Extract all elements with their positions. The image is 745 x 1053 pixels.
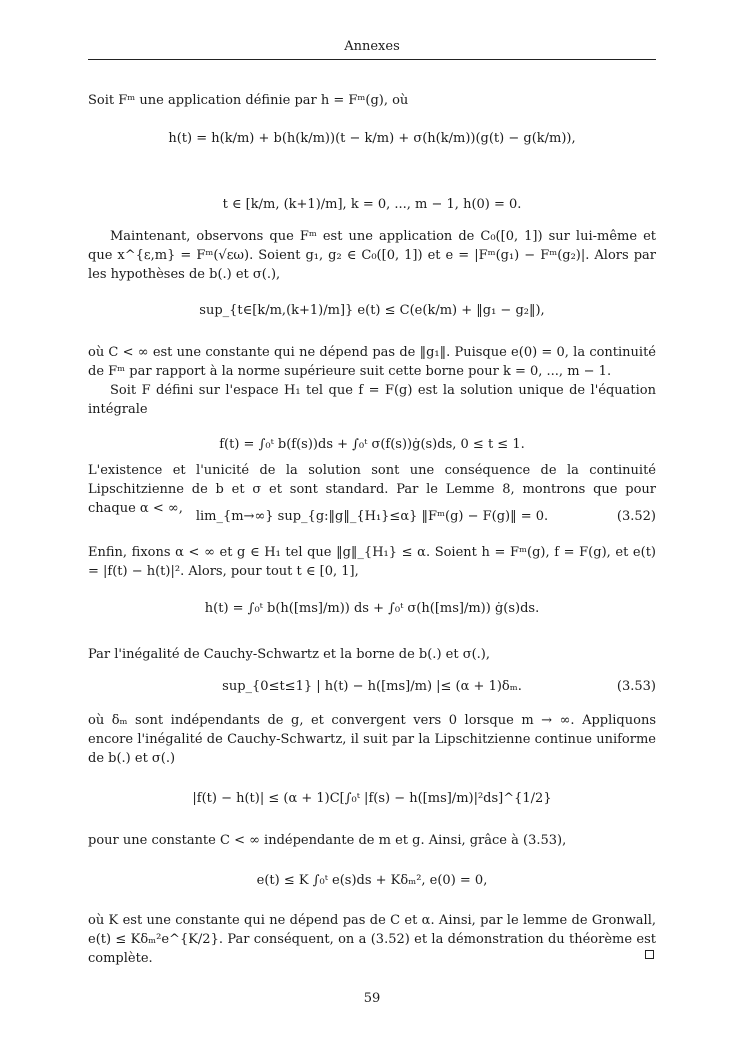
equation-text: h(t) = ∫₀ᵗ b(h([ms]/m)) ds + ∫₀ᵗ σ(h([ms]/m)) ġ(s)ds. <box>204 601 540 616</box>
paragraph-text: Soit Fᵐ une application définie par h = Fᵐ(g), où <box>88 93 409 108</box>
paragraph-7 <box>88 646 656 665</box>
paragraph-text: Par l'inégalité de Cauchy-Schwartz et la borne de b(.) et σ(.), <box>88 647 490 662</box>
paragraph-text: Soit F défini sur l'espace H₁ tel que f = F(g) est la solution unique de l'équation intégrale <box>88 383 656 417</box>
equation-text: lim_{m→∞} sup_{g:‖g‖_{H₁}≤α} ‖Fᵐ(g) − F(g)‖ = 0. <box>195 509 549 524</box>
equation-3 <box>88 302 656 321</box>
equation-7 <box>88 678 656 697</box>
equation-text: e(t) ≤ K ∫₀ᵗ e(s)ds + Kδₘ², e(0) = 0, <box>256 873 488 888</box>
paragraph-text: où K est une constante qui ne dépend pas de C et α. Ainsi, par le lemme de Gronwall, e(t) ≤ Kδₘ²e^{K/2}. Par conséquent, on a (3.52) et la démonstration du théorème est complète. <box>88 913 656 966</box>
paragraph-2 <box>88 228 656 285</box>
paragraph-text: où C < ∞ est une constante qui ne dépend pas de ‖g₁‖. Puisque e(0) = 0, la continuité de Fᵐ par rapport à la norme supérieure suit cette borne pour k = 0, ..., m − 1. <box>88 345 656 379</box>
running-header: Annexes <box>344 39 400 54</box>
paragraph-text: L'existence et l'unicité de la solution sont une conséquence de la continuité Lipschitzienne de b et σ et sont standard. Par le Lemme 8, montrons que pour chaque α < ∞, <box>88 463 656 516</box>
equation-4 <box>88 436 656 455</box>
equation-text: h(t) = h(k/m) + b(h(k/m))(t − k/m) + σ(h(k/m))(g(t) − g(k/m)), <box>168 131 576 146</box>
equation-text: sup_{t∈[k/m,(k+1)/m]} e(t) ≤ C(e(k/m) + ‖g₁ − g₂‖), <box>199 303 545 318</box>
equation-text: t ∈ [k/m, (k+1)/m], k = 0, ..., m − 1, h(0) = 0. <box>222 197 522 212</box>
equation-1 <box>88 130 656 149</box>
equation-text: sup_{0≤t≤1} | h(t) − h([ms]/m) |≤ (α + 1)δₘ. <box>222 679 522 694</box>
paragraph-8 <box>88 712 656 769</box>
page-number: 59 <box>363 991 381 1006</box>
paragraph-4 <box>88 382 656 420</box>
equation-2 <box>88 196 656 215</box>
equation-number-3-53: (3.53) <box>616 679 656 694</box>
equation-9 <box>88 872 656 891</box>
equation-8 <box>88 790 656 809</box>
paragraph-1 <box>88 92 656 111</box>
equation-6 <box>88 600 656 619</box>
equation-text: f(t) = ∫₀ᵗ b(f(s))ds + ∫₀ᵗ σ(f(s))ġ(s)ds, 0 ≤ t ≤ 1. <box>219 437 525 452</box>
equation-number-3-52: (3.52) <box>616 509 656 524</box>
paragraph-text: pour une constante C < ∞ indépendante de m et g. Ainsi, grâce à (3.53), <box>88 833 567 848</box>
paragraph-text: où δₘ sont indépendants de g, et convergent vers 0 lorsque m → ∞. Appliquons encore l'inégalité de Cauchy-Schwartz, il suit par la Lipschitzienne continue uniforme de b(.) et σ(.) <box>88 713 656 766</box>
paragraph-6 <box>88 544 656 582</box>
equation-text: |f(t) − h(t)| ≤ (α + 1)C[∫₀ᵗ |f(s) − h([ms]/m)|²ds]^{1/2} <box>192 791 552 806</box>
paragraph-9 <box>88 832 656 851</box>
equation-5 <box>88 508 656 527</box>
paragraph-text: Maintenant, observons que Fᵐ est une application de C₀([0, 1]) sur lui-même et que x^{ε,m} = Fᵐ(√εω). Soient g₁, g₂ ∈ C₀([0, 1]) et e = |Fᵐ(g₁) − Fᵐ(g₂)|. Alors par les hypothèses de b(.) et σ(.), <box>88 229 656 282</box>
paragraph-3 <box>88 344 656 382</box>
qed-square-icon <box>645 950 654 959</box>
paragraph-text: Enfin, fixons α < ∞ et g ∈ H₁ tel que ‖g‖_{H₁} ≤ α. Soient h = Fᵐ(g), f = F(g), et e(t) = |f(t) − h(t)|². Alors, pour tout t ∈ [0, 1], <box>88 545 656 579</box>
paragraph-10 <box>88 912 656 969</box>
header-rule <box>88 59 656 60</box>
